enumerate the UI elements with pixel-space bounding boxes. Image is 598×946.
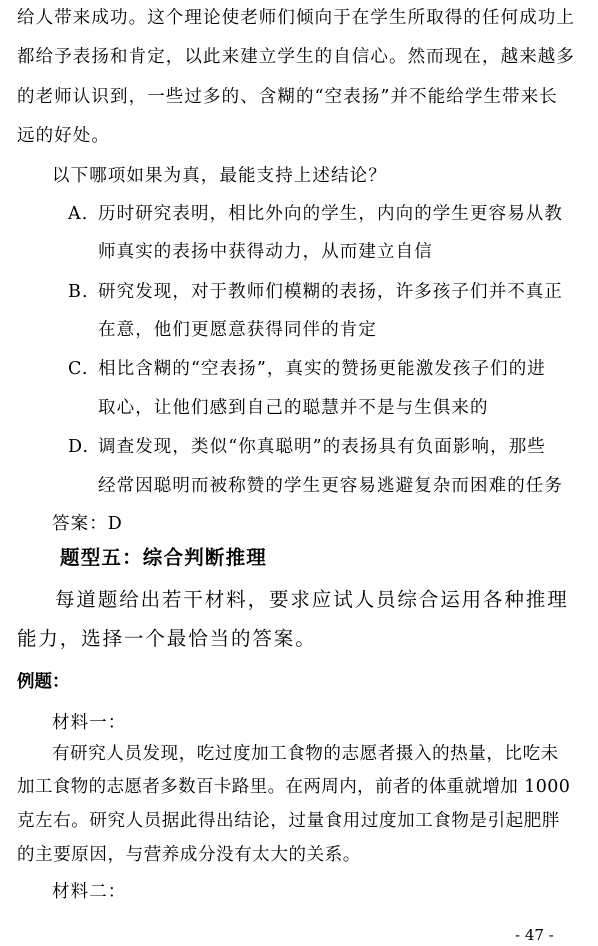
material2-label: 材料二：: [52, 882, 127, 902]
intro-line-1: 给人带来成功。这个理论使老师们倾向于在学生所取得的任何成功上: [17, 8, 575, 28]
option-b-text-2: 在意，他们更愿意获得同伴的肯定: [98, 320, 377, 340]
question-stem: 以下哪项如果为真，最能支持上述结论？: [52, 166, 387, 186]
option-b-text-1: 研究发现，对于教师们模糊的表扬，许多孩子们并不真正: [98, 282, 563, 302]
section-title: 题型五：综合判断推理: [60, 546, 268, 569]
intro-line-2: 都给予表扬和肯定，以此来建立学生的自信心。然而现在，越来越多: [17, 47, 575, 67]
section-desc-line-2: 能力，选择一个最恰当的答案。: [17, 627, 317, 650]
option-a-text-1: 历时研究表明，相比外向的学生，内向的学生更容易从教: [98, 204, 563, 224]
option-c: [68, 357, 546, 381]
option-a-text-2: 师真实的表扬中获得动力，从而建立自信: [98, 242, 433, 262]
option-c-text-1: 相比含糊的“空表扬”，真实的赞扬更能激发孩子们的进: [98, 359, 546, 379]
option-d-text-2: 经常因聪明而被称赞的学生更容易逃避复杂而困难的任务: [98, 476, 563, 496]
material1-label: 材料一：: [52, 713, 127, 733]
material1-line-2: 加工食物的志愿者多数百卡路里。在两周内，前者的体重就增加 1000: [17, 777, 571, 797]
material1-line-4: 的主要原因，与营养成分没有太大的关系。: [17, 845, 361, 865]
option-d: [68, 435, 546, 459]
option-a: [68, 202, 563, 226]
material1-line-3: 克左右。研究人员据此得出结论，过量食用过度加工食物是引起肥胖: [17, 811, 560, 831]
option-c-text-2: 取心，让他们感到自己的聪慧并不是与生俱来的: [98, 398, 489, 418]
option-b-letter: B.: [68, 282, 89, 302]
material1-line-1: 有研究人员发现，吃过度加工食物的志愿者摄入的热量，比吃未: [52, 744, 559, 764]
option-b: [68, 280, 563, 304]
answer: 答案：D: [52, 514, 123, 534]
option-d-letter: D.: [68, 437, 90, 457]
option-c-letter: C.: [68, 359, 89, 379]
intro-line-4: 远的好处。: [17, 126, 110, 146]
option-d-text-1: 调查发现，类似“你真聪明”的表扬具有负面影响，那些: [98, 437, 546, 457]
intro-line-3: 的老师认识到，一些过多的、含糊的“空表扬”并不能给学生带来长: [17, 87, 558, 107]
section-desc-line-1: 每道题给出若干材料，要求应试人员综合运用各种推理: [55, 588, 569, 611]
option-a-letter: A.: [68, 204, 89, 224]
example-label: 例题：: [17, 672, 70, 692]
page-number: - 47 -: [515, 926, 554, 944]
